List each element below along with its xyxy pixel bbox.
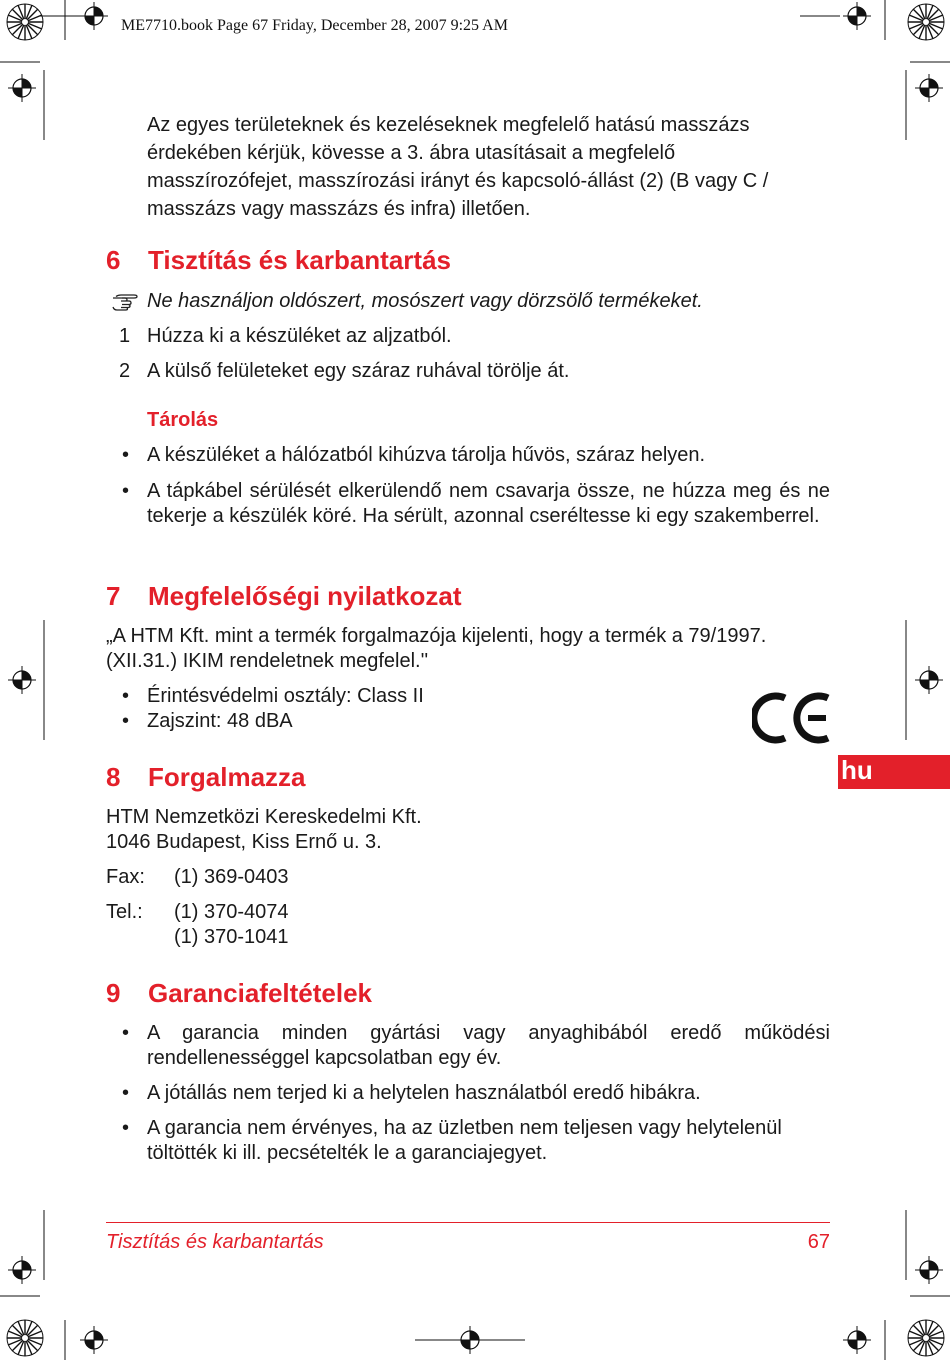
warranty-bullet: A garancia nem érvényes, ha az üzletben nem teljesen vagy helytelenül töltötték ki ill. pecsételték le a garanciajegyet. [147,1117,782,1164]
warning-text: Ne használjon oldószert, mosószert vagy dörzsölő termékeket. [147,290,703,312]
fax-number: (1) 369-0403 [174,866,289,888]
company-address: 1046 Budapest, Kiss Ernő u. 3. [106,831,382,853]
intro-line: masszázs vagy masszázs és infra) illetően. [147,198,531,220]
bullet-icon: • [122,1117,130,1139]
tel-number: (1) 370-1041 [174,926,289,948]
step-number: 1 [119,325,131,347]
spec-bullet: Érintésvédelmi osztály: Class II [147,685,424,707]
bullet-icon: • [122,444,130,466]
bullet-icon: • [122,1082,130,1104]
bullet-icon: • [122,710,130,732]
section-title: Tisztítás és karbantartás [148,245,451,275]
quote-line: „A HTM Kft. mint a termék forgalmazója kijelenti, hogy a termék a 79/1997. [106,625,767,647]
fax-label: Fax: [106,866,145,888]
language-tab: hu [838,755,950,789]
section-title: Forgalmazza [148,762,306,792]
quote-line: (XII.31.) IKIM rendeletnek megfelel.'' [106,650,429,672]
section-number: 7 [106,581,121,611]
bullet-icon: • [122,480,130,502]
section-number: 6 [106,245,121,275]
tel-label: Tel.: [106,901,143,923]
intro-line: érdekében kérjük, kövesse a 3. ábra utasításait a megfelelő [147,142,676,164]
warranty-bullet: A garancia minden gyártási vagy anyaghibából eredő működési rendellenességgel kapcsolatban egy év. [147,1022,830,1069]
section-number: 9 [106,978,121,1008]
storage-bullet: A tápkábel sérülését elkerülendő nem csavarja össze, ne húzza meg és ne tekerje a készülék köré. Ha sérült, azonnal cseréltesse ki egy szakemberrel. [147,480,830,527]
storage-bullet: A készüléket a hálózatból kihúzva tárolja hűvös, száraz helyen. [147,444,706,466]
storage-heading: Tárolás [147,409,219,431]
step-number: 2 [119,360,131,382]
section-title: Garanciafeltételek [148,978,373,1008]
warranty-bullet: A jótállás nem terjed ki a helytelen használatból eredő hibákra. [147,1082,701,1104]
page-number: 67 [807,1231,830,1253]
bullet-icon: • [122,1022,130,1044]
spec-bullet: Zajszint: 48 dBA [147,710,293,732]
step-text: A külső felületeket egy száraz ruhával törölje át. [147,360,570,382]
intro-line: Az egyes területeknek és kezeléseknek megfelelő hatású masszázs [147,114,750,136]
bullet-icon: • [122,685,130,707]
book-header: ME7710.book Page 67 Friday, December 28, 2007 9:25 AM [121,17,508,34]
intro-line: masszírozófejet, masszírozási irányt és kapcsoló-állást (2) (B vagy C / [147,170,769,192]
tel-number: (1) 370-4074 [174,901,289,923]
company-name: HTM Nemzetközi Kereskedelmi Kft. [106,806,422,828]
footer-title: Tisztítás és karbantartás [106,1231,324,1253]
section-number: 8 [106,762,121,792]
section-title: Megfelelőségi nyilatkozat [148,581,462,611]
step-text: Húzza ki a készüléket az aljzatból. [147,325,452,347]
